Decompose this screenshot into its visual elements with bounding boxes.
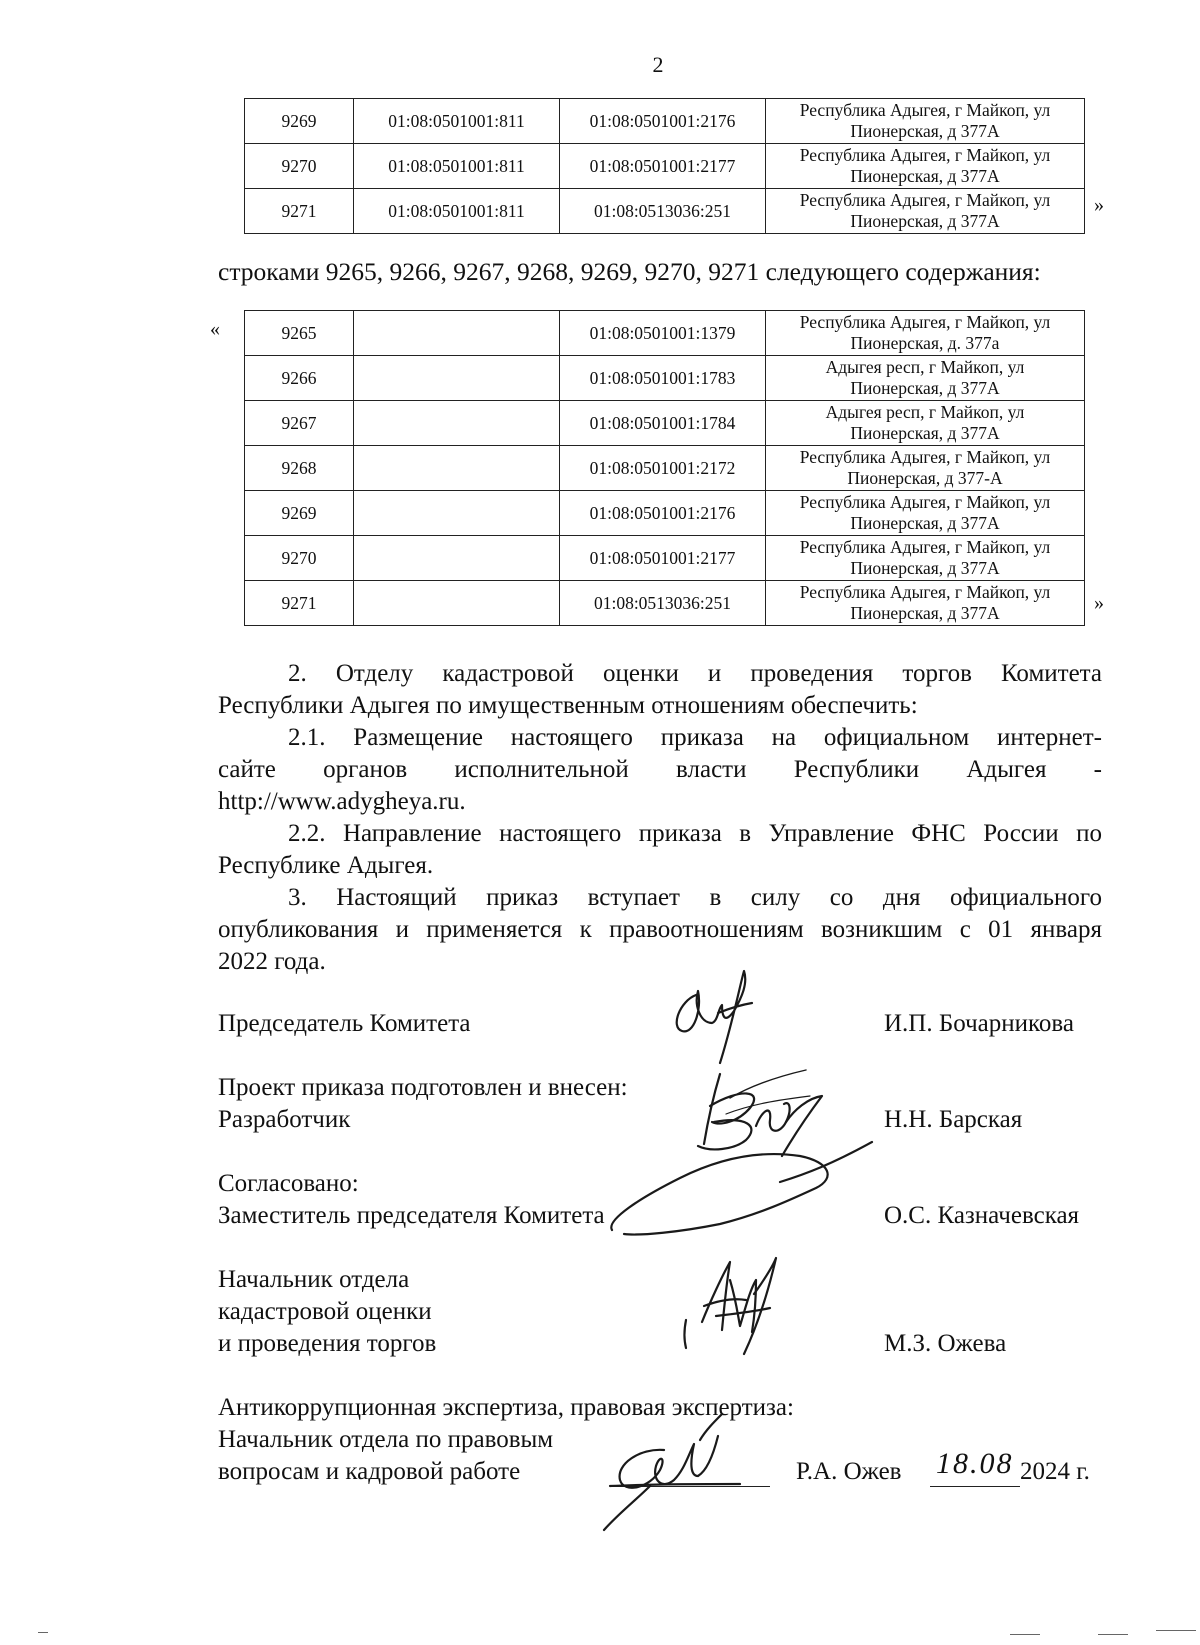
intro-line: строками 9265, 9266, 9267, 9268, 9269, 9270, 9271 следующего содержания: [218, 257, 1041, 286]
cadastral-number: 01:08:0501001:2177 [560, 144, 766, 189]
table-row [245, 144, 1085, 189]
cadastral-table-continuation [244, 98, 1085, 234]
cadastral-number: 01:08:0501001:2176 [560, 99, 766, 144]
address-cell: Адыгея респ, г Майкоп, ул Пионерская, д 377А [766, 401, 1085, 446]
row-number: 9270 [245, 144, 354, 189]
cadastral-number: 01:08:0501001:1379 [560, 311, 766, 356]
date-underline [930, 1486, 1020, 1487]
row-number: 9266 [245, 356, 354, 401]
address-cell: Республика Адыгея, г Майкоп, ул Пионерская, д 377А [766, 581, 1085, 626]
deputy-name: О.С. Казначевская [884, 1202, 1080, 1229]
table-row [245, 446, 1085, 491]
table-row [245, 401, 1085, 446]
legal-title-line1: Начальник отдела по правовым [218, 1426, 554, 1453]
project-heading: Проект приказа подготовлен и внесен: [218, 1074, 628, 1101]
head-name: М.З. Ожева [884, 1330, 1007, 1357]
chair-title: Председатель Комитета [218, 1010, 471, 1037]
address-cell: Республика Адыгея, г Майкоп, ул Пионерская, д 377А [766, 144, 1085, 189]
scan-mark [1098, 1634, 1128, 1635]
cadastral-number: 01:08:0501001:1784 [560, 401, 766, 446]
parent-cadastral-number [354, 491, 560, 536]
head-title-line2: кадастровой оценки [218, 1298, 432, 1325]
cadastral-number: 01:08:0501001:2177 [560, 536, 766, 581]
parent-cadastral-number [354, 446, 560, 491]
cadastral-number: 01:08:0501001:1783 [560, 356, 766, 401]
table-row [245, 189, 1085, 234]
row-number: 9268 [245, 446, 354, 491]
parent-cadastral-number [354, 536, 560, 581]
cadastral-number: 01:08:0501001:2176 [560, 491, 766, 536]
head-signature [680, 1250, 790, 1360]
parent-cadastral-number [354, 311, 560, 356]
row-number: 9271 [245, 581, 354, 626]
paragraph-2-2: 2.2. Направление настоящего приказа в Управление ФНС России по Республике Адыгея. [218, 820, 1102, 879]
address-cell: Республика Адыгея, г Майкоп, ул Пионерская, д 377-А [766, 446, 1085, 491]
parent-cadastral-number: 01:08:0501001:811 [354, 144, 560, 189]
table-row [245, 99, 1085, 144]
address-cell: Республика Адыгея, г Майкоп, ул Пионерская, д 377А [766, 536, 1085, 581]
scan-mark [1010, 1634, 1040, 1635]
row-number: 9271 [245, 189, 354, 234]
legal-name: Р.А. Ожев [796, 1458, 902, 1485]
table-row [245, 536, 1085, 581]
row-number: 9269 [245, 99, 354, 144]
cadastral-number: 01:08:0513036:251 [560, 581, 766, 626]
parent-cadastral-number: 01:08:0501001:811 [354, 99, 560, 144]
row-number: 9267 [245, 401, 354, 446]
scan-mark [1156, 1630, 1196, 1631]
deputy-title: Заместитель председателя Комитета [218, 1202, 605, 1229]
table-row [245, 311, 1085, 356]
parent-cadastral-number [354, 581, 560, 626]
developer-name: Н.Н. Барская [884, 1106, 1023, 1133]
head-title-line1: Начальник отдела [218, 1266, 410, 1293]
legal-signature [590, 1400, 750, 1540]
opening-quote: « [210, 318, 220, 340]
handwritten-date: 18.08 [936, 1447, 1014, 1480]
paragraph-2: 2. Отделу кадастровой оценки и проведения торгов Комитета Республики Адыгея по имущественным отношениям обеспечить: [218, 660, 1102, 719]
developer-title: Разработчик [218, 1106, 351, 1133]
paragraph-2-1: 2.1. Размещение настоящего приказа на официальном интернет- сайте органов исполнительной власти Республики Адыгея - http://www.adygheya.ru. [218, 724, 1102, 815]
cadastral-table-new-rows [244, 310, 1085, 626]
parent-cadastral-number [354, 401, 560, 446]
closing-quote: » [1094, 194, 1104, 216]
cadastral-number: 01:08:0513036:251 [560, 189, 766, 234]
agreed-heading: Согласовано: [218, 1170, 359, 1197]
row-number: 9270 [245, 536, 354, 581]
closing-quote: » [1094, 592, 1104, 614]
cadastral-number: 01:08:0501001:2172 [560, 446, 766, 491]
address-cell: Республика Адыгея, г Майкоп, ул Пионерская, д 377А [766, 99, 1085, 144]
head-title-line3: и проведения торгов [218, 1330, 437, 1357]
table-row [245, 581, 1085, 626]
row-number: 9269 [245, 491, 354, 536]
page-number: 2 [652, 52, 664, 77]
deputy-signature [610, 1140, 880, 1240]
address-cell: Адыгея респ, г Майкоп, ул Пионерская, д 377А [766, 356, 1085, 401]
chair-signature [660, 965, 770, 1070]
legal-title-line2: вопросам и кадровой работе [218, 1458, 521, 1485]
address-cell: Республика Адыгея, г Майкоп, ул Пионерская, д 377А [766, 189, 1085, 234]
row-number: 9265 [245, 311, 354, 356]
table-row [245, 356, 1085, 401]
table-row [245, 491, 1085, 536]
expertise-heading: Антикоррупционная экспертиза, правовая экспертиза: [218, 1394, 794, 1421]
address-cell: Республика Адыгея, г Майкоп, ул Пионерская, д. 377а [766, 311, 1085, 356]
paragraph-3: 3. Настоящий приказ вступает в силу со дня официального опубликования и применяется к правоотношениям возникшим с 01 января 2022 года. [218, 884, 1102, 975]
chair-name: И.П. Бочарникова [884, 1010, 1074, 1037]
date-suffix: 2024 г. [1020, 1458, 1090, 1485]
scan-mark [38, 1632, 48, 1633]
parent-cadastral-number: 01:08:0501001:811 [354, 189, 560, 234]
parent-cadastral-number [354, 356, 560, 401]
address-cell: Республика Адыгея, г Майкоп, ул Пионерская, д 377А [766, 491, 1085, 536]
